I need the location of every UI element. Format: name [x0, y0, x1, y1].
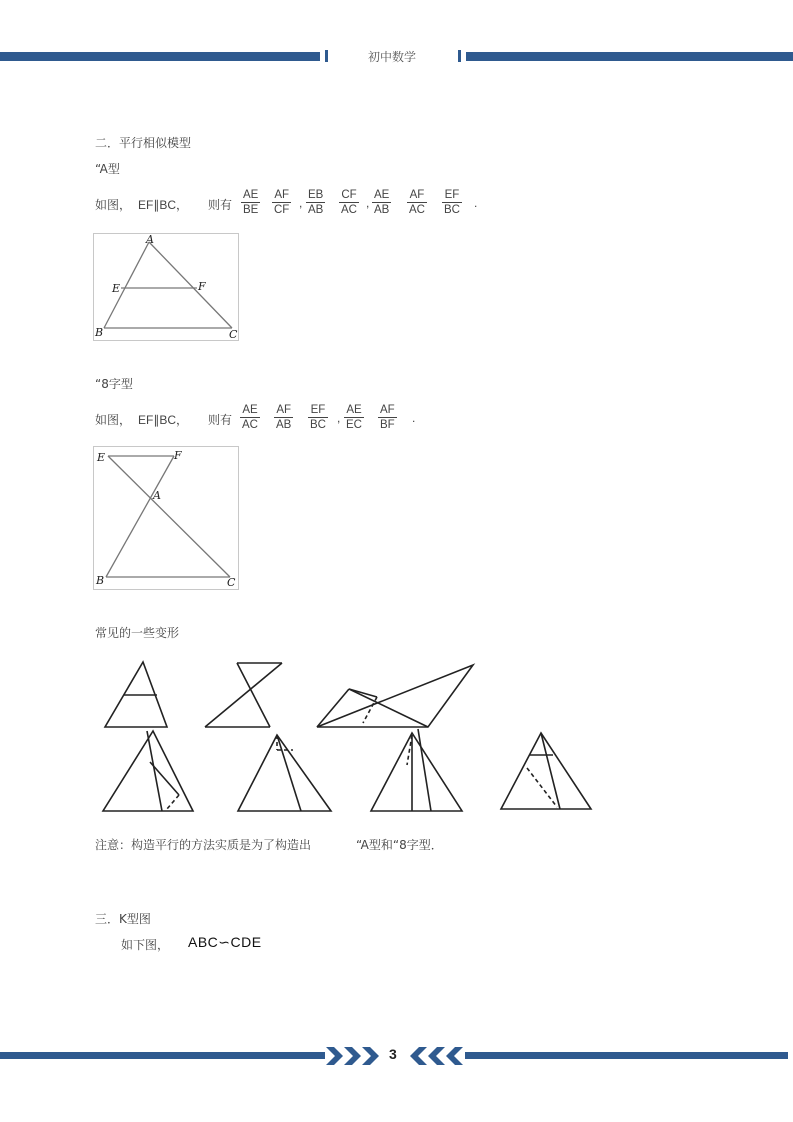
fraction: $\frac{AF}{BF}$	[380, 404, 395, 431]
page-number: 3	[389, 1046, 397, 1062]
fraction: $\frac{AF}{AC}$	[409, 189, 425, 216]
eight-type-label: “8字型	[95, 377, 133, 391]
section-heading-parallel: 二．平行相似模型	[95, 136, 192, 150]
variants-heading: 常见的一些变形	[95, 626, 180, 640]
period: .	[474, 196, 478, 210]
a-type-label: “A型	[95, 162, 120, 176]
a-type-intro: 如图，	[95, 198, 132, 212]
eight-type-intro: 如图，	[95, 413, 132, 427]
label-a: A	[153, 489, 161, 502]
comma: ,	[366, 196, 370, 210]
label-f: F	[174, 449, 182, 462]
chevron-right-icon	[326, 1045, 382, 1071]
fraction: $\frac{AE}{EC}$	[346, 404, 362, 431]
label-f: F	[198, 280, 206, 293]
label-a: A	[146, 234, 154, 246]
label-b: B	[95, 326, 104, 339]
header-bar-right-tick	[458, 50, 461, 62]
eight-type-figure	[93, 446, 239, 590]
a-type-condition: EF∥BC，	[138, 198, 189, 212]
footer-bar-right	[465, 1052, 788, 1059]
comma: ,	[299, 196, 303, 210]
k-type-line: 如下图，	[121, 938, 170, 952]
period: .	[412, 411, 416, 425]
section-heading-k-type: 三．K型图	[95, 912, 151, 926]
label-e: E	[97, 451, 106, 464]
header-bar-left	[0, 52, 320, 61]
header-bar-left-tick	[325, 50, 328, 62]
chevron-left-icon	[407, 1045, 463, 1071]
fraction: $\frac{AE}{AB}$	[374, 189, 390, 216]
footer-bar-left	[0, 1052, 325, 1059]
fraction: $\frac{EF}{BC}$	[310, 404, 326, 431]
fraction: $\frac{CF}{AC}$	[341, 189, 357, 216]
fraction: $\frac{EB}{AB}$	[308, 189, 324, 216]
fraction: $\frac{EF}{BC}$	[444, 189, 460, 216]
header-bar-right	[466, 52, 793, 61]
fraction: $\frac{AE}{BE}$	[243, 189, 259, 216]
label-c: C	[229, 328, 238, 340]
k-type-formula: ABC∽CDE	[188, 934, 262, 950]
note-text: 注意：构造平行的方法实质是为了构造出	[95, 838, 312, 852]
note-tail: “A型和“8字型．	[356, 838, 443, 852]
eight-type-condition: EF∥BC，	[138, 413, 189, 427]
label-b: B	[96, 574, 105, 587]
header-title: 初中数学	[368, 50, 417, 64]
fraction: $\frac{AF}{AB}$	[276, 404, 292, 431]
comma: ,	[337, 411, 341, 425]
fraction: $\frac{AE}{AC}$	[242, 404, 258, 431]
label-e: E	[112, 282, 121, 295]
eight-type-then: 则有	[208, 413, 233, 427]
label-c: C	[227, 576, 236, 589]
fraction: $\frac{AF}{CF}$	[274, 189, 290, 216]
a-type-then: 则有	[208, 198, 233, 212]
variants-figure	[95, 655, 605, 817]
a-type-figure	[93, 233, 239, 341]
